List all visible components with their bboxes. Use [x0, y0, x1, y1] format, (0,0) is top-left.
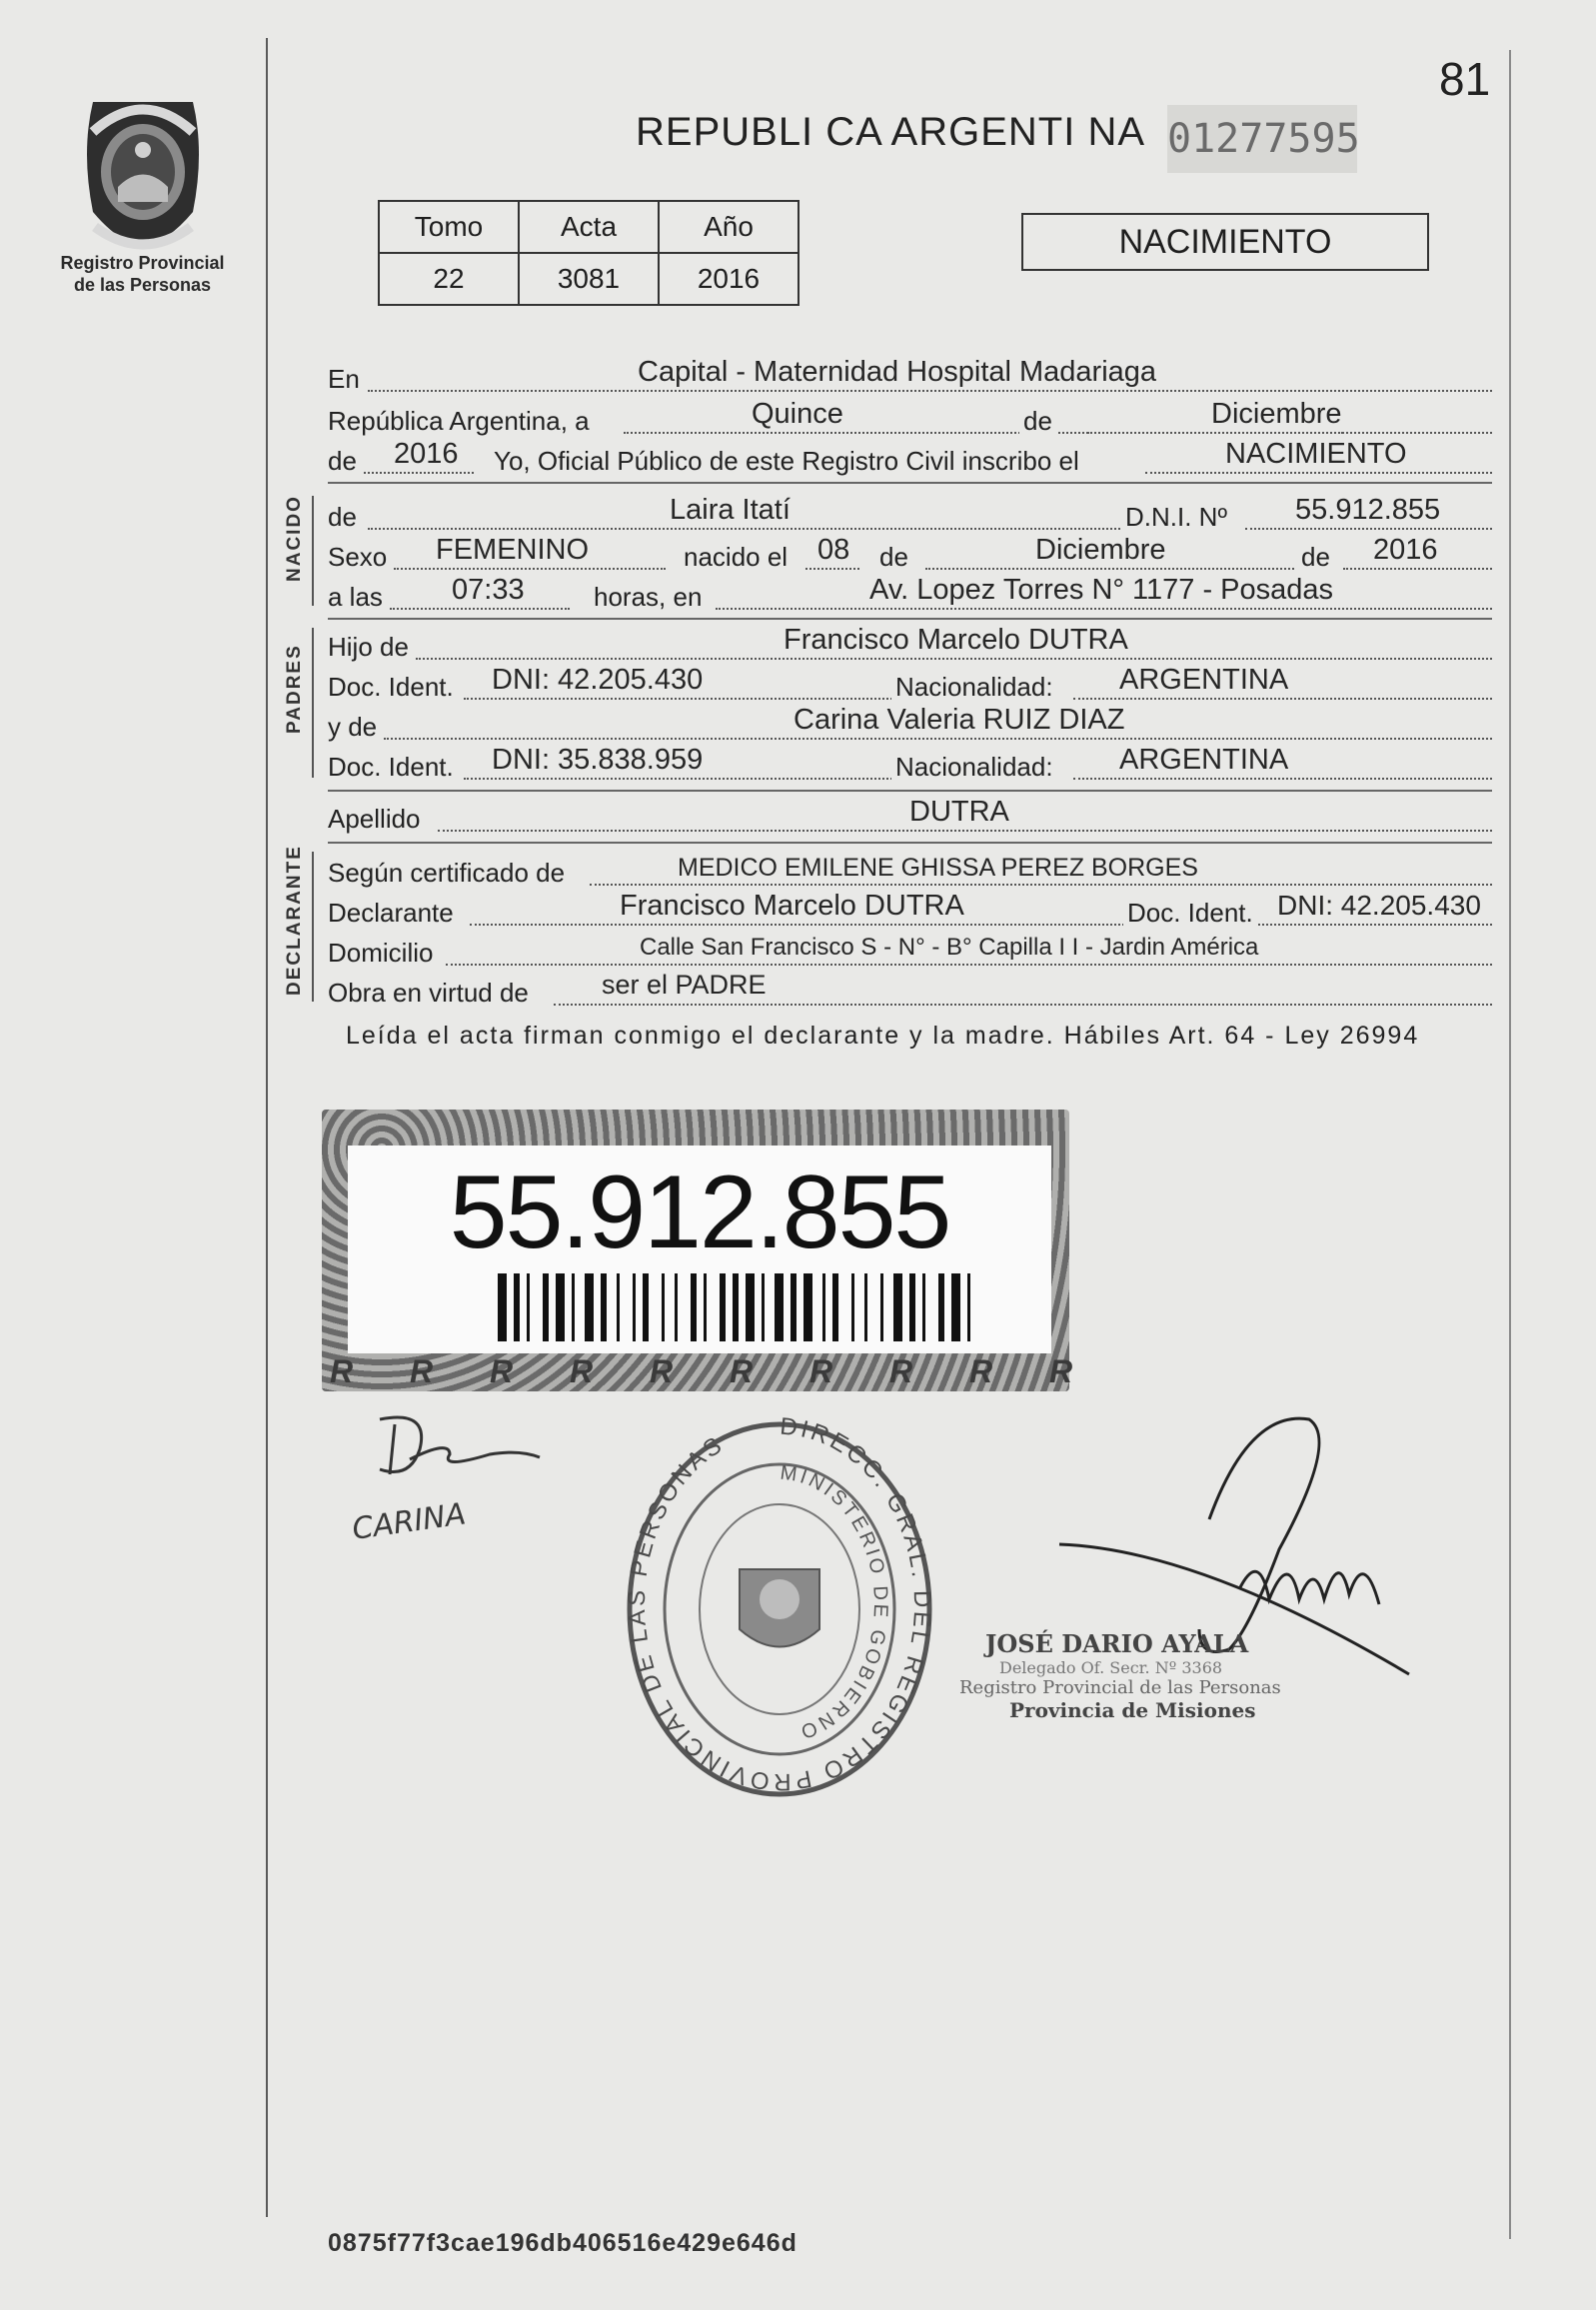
- barcode-bar: [967, 1273, 970, 1341]
- stamp-coat-of-arms-icon: [740, 1569, 819, 1647]
- barcode-bar: [922, 1273, 925, 1341]
- label-de-child: de: [328, 502, 357, 532]
- official-name-stamp: [959, 1629, 1379, 1722]
- value-apellido: DUTRA: [909, 796, 1009, 828]
- card-watermark-letter: R: [410, 1353, 434, 1389]
- registry-header-acta: Acta: [519, 201, 659, 253]
- value-birth-place: Av. Lopez Torres N° 1177 - Posadas: [869, 574, 1334, 606]
- official-round-stamp: [620, 1414, 939, 1804]
- barcode-bar: [527, 1273, 530, 1341]
- row-certificate: [328, 852, 1492, 892]
- value-birth-month: Diciembre: [1035, 534, 1166, 566]
- barcode-bar: [880, 1273, 883, 1341]
- row-capacity: [328, 972, 1492, 1012]
- value-declarant: Francisco Marcelo DUTRA: [620, 890, 964, 922]
- barcode-bar: [704, 1273, 707, 1341]
- label-nacionalidad-mother: Nacionalidad:: [891, 752, 1057, 783]
- label-de-birth-month: de: [879, 542, 908, 572]
- barcode-bar: [662, 1273, 665, 1341]
- label-en: En: [328, 364, 360, 394]
- registry-value-anio: 2016: [659, 253, 798, 305]
- misiones-crest-icon: [73, 92, 213, 252]
- card-watermark-letter: R: [330, 1353, 354, 1389]
- card-watermark-letter: R: [969, 1353, 993, 1389]
- nacido-sidebar: [312, 496, 314, 606]
- official-province: Provincia de Misiones: [1009, 1698, 1256, 1722]
- value-address: Calle San Francisco S - N° - B° Capilla I I - Jardin América: [640, 934, 1259, 961]
- value-birth-time: 07:33: [452, 574, 525, 606]
- dni-card-r-strip: [322, 1353, 1073, 1391]
- barcode-bar: [746, 1273, 755, 1341]
- value-birth-day: 08: [817, 534, 850, 566]
- row-birth-time-place: [328, 576, 1492, 616]
- card-watermark-letter: R: [1049, 1353, 1073, 1389]
- barcode-bar: [938, 1273, 944, 1341]
- barcode-bar: [720, 1273, 726, 1341]
- row-father-name: [328, 626, 1492, 666]
- value-declarant-doc: DNI: 42.205.430: [1277, 890, 1481, 921]
- page-number: 81: [1439, 53, 1491, 105]
- value-year: 2016: [394, 438, 459, 470]
- card-watermark-letter: R: [490, 1353, 514, 1389]
- value-mother-nationality: ARGENTINA: [1119, 744, 1289, 776]
- label-horas-en: horas, en: [594, 582, 703, 612]
- document-type-box: NACIMIENTO: [1021, 213, 1429, 271]
- closing-text: Leída el acta firman conmigo el declarante y la madre. Hábiles Art. 64 - Ley 26994: [346, 1022, 1420, 1050]
- label-sexo: Sexo: [328, 542, 388, 572]
- official-registry: Registro Provincial de las Personas: [959, 1677, 1281, 1698]
- label-y-de: y de: [328, 712, 378, 742]
- value-capacity: ser el PADRE: [602, 970, 767, 1000]
- org-name-line2: de las Personas: [73, 275, 212, 295]
- official-name: JOSÉ DARIO AYALA: [985, 1629, 1249, 1658]
- label-doc-father: Doc. Ident.: [328, 672, 454, 702]
- label-a-las: a las: [328, 582, 383, 612]
- barcode-bar: [733, 1273, 739, 1341]
- label-hijo-de: Hijo de: [328, 632, 409, 662]
- row-year-officer: [328, 440, 1492, 480]
- barcode-bar: [617, 1273, 620, 1341]
- label-nacionalidad-father: Nacionalidad:: [891, 672, 1057, 703]
- barcode-bar: [514, 1273, 520, 1341]
- row-place: [328, 358, 1492, 398]
- side-label-declarante: DECLARANTE: [284, 845, 305, 996]
- label-de-month: de: [1019, 406, 1056, 437]
- registry-header-tomo: Tomo: [379, 201, 519, 253]
- value-mother-doc: DNI: 35.838.959: [492, 744, 704, 776]
- barcode-bar: [691, 1273, 697, 1341]
- mother-signature-text: CARINA: [350, 1496, 469, 1547]
- serial-number: 01277595: [1167, 105, 1357, 173]
- value-day: Quince: [752, 398, 843, 430]
- value-certificate: MEDICO EMILENE GHISSA PEREZ BORGES: [678, 854, 1198, 882]
- dni-card-number: 55.912.855: [449, 1155, 950, 1270]
- row-father-doc: [328, 666, 1492, 706]
- dni-card-white-panel: [348, 1146, 1051, 1353]
- registry-table: [378, 200, 799, 306]
- value-birth-year: 2016: [1373, 534, 1438, 566]
- value-father-doc: DNI: 42.205.430: [492, 664, 704, 696]
- separator-2: [328, 618, 1492, 620]
- barcode-bar: [822, 1273, 825, 1341]
- card-watermark-letter: R: [809, 1353, 833, 1389]
- row-date: [328, 400, 1492, 440]
- barcode-icon: [498, 1273, 977, 1341]
- label-doc-declarant: Doc. Ident.: [1123, 898, 1257, 929]
- separator-4: [328, 842, 1492, 844]
- barcode-bar: [543, 1273, 549, 1341]
- value-child-name: Laira Itatí: [670, 494, 791, 526]
- row-address: [328, 932, 1492, 972]
- separator-3: [328, 790, 1492, 792]
- label-republica: República Argentina, a: [328, 406, 590, 436]
- barcode-bar: [585, 1273, 594, 1341]
- value-act-type: NACIMIENTO: [1225, 438, 1407, 470]
- row-declarant: [328, 892, 1492, 932]
- separator-1: [328, 482, 1492, 484]
- registry-logo-block: [50, 92, 235, 296]
- barcode-bar: [775, 1273, 784, 1341]
- side-label-padres: PADRES: [284, 644, 305, 734]
- barcode-bar: [675, 1273, 678, 1341]
- barcode-bar: [791, 1273, 797, 1341]
- stamp-inner-text: MINISTERIO DE GOBIERNO: [779, 1461, 892, 1744]
- barcode-bar: [572, 1273, 575, 1341]
- value-child-dni: 55.912.855: [1295, 494, 1441, 526]
- barcode-bar: [851, 1273, 854, 1341]
- side-label-nacido: NACIDO: [284, 495, 305, 582]
- dni-number-card: [322, 1110, 1073, 1391]
- stamp-outer-text: DIRECC. GRAL. DEL REGISTRO PROVINCIAL DE LAS PERSONAS: [623, 1414, 936, 1796]
- label-apellido: Apellido: [328, 804, 421, 834]
- value-sex: FEMENINO: [436, 534, 590, 566]
- value-father-name: Francisco Marcelo DUTRA: [784, 624, 1128, 656]
- official-title: Delegado Of. Secr. Nº 3368: [999, 1658, 1223, 1677]
- mother-signature: [340, 1399, 570, 1569]
- barcode-bar: [643, 1273, 649, 1341]
- label-segun-certificado: Según certificado de: [328, 858, 566, 888]
- label-oficial: Yo, Oficial Público de este Registro Civil inscribo el: [494, 446, 1079, 476]
- document-hash: 0875f77f3cae196db406516e429e646d: [328, 2229, 798, 2257]
- barcode-bar: [832, 1273, 838, 1341]
- barcode-bar: [601, 1273, 607, 1341]
- value-father-nationality: ARGENTINA: [1119, 664, 1289, 696]
- label-de-year: de: [328, 446, 357, 476]
- barcode-bar: [864, 1273, 867, 1341]
- left-margin-line: [266, 38, 268, 2217]
- label-de-birth-year: de: [1295, 542, 1336, 573]
- barcode-bar: [951, 1273, 960, 1341]
- barcode-bar: [498, 1273, 507, 1341]
- row-child-name: [328, 496, 1492, 536]
- declarante-sidebar: [312, 852, 314, 1002]
- row-mother-doc: [328, 746, 1492, 786]
- barcode-bar: [893, 1273, 902, 1341]
- value-mother-name: Carina Valeria RUIZ DIAZ: [794, 704, 1125, 736]
- country-title: REPUBLI CA ARGENTI NA: [636, 110, 1146, 154]
- registry-value-acta: 3081: [519, 253, 659, 305]
- label-domicilio: Domicilio: [328, 938, 434, 968]
- label-obra-en-virtud: Obra en virtud de: [328, 978, 529, 1008]
- row-mother-name: [328, 706, 1492, 746]
- label-doc-mother: Doc. Ident.: [328, 752, 454, 782]
- card-watermark-letter: R: [570, 1353, 594, 1389]
- registry-header-anio: Año: [659, 201, 798, 253]
- barcode-bar: [556, 1273, 565, 1341]
- card-watermark-letter: R: [889, 1353, 913, 1389]
- card-watermark-letter: R: [650, 1353, 674, 1389]
- label-declarante: Declarante: [328, 898, 454, 928]
- row-apellido: [328, 798, 1492, 838]
- value-month: Diciembre: [1211, 398, 1342, 430]
- value-place: Capital - Maternidad Hospital Madariaga: [638, 356, 1157, 388]
- card-watermark-letter: R: [730, 1353, 754, 1389]
- barcode-bar: [803, 1273, 812, 1341]
- padres-sidebar: [312, 628, 314, 778]
- barcode-bar: [633, 1273, 636, 1341]
- barcode-bar: [762, 1273, 765, 1341]
- label-dni: D.N.I. Nº: [1121, 502, 1231, 533]
- barcode-bar: [909, 1273, 915, 1341]
- row-sex-birthdate: [328, 536, 1492, 576]
- org-name-line1: Registro Provincial: [60, 253, 225, 273]
- registry-value-tomo: 22: [379, 253, 519, 305]
- label-nacido-el: nacido el: [684, 542, 789, 572]
- right-margin-line: [1509, 50, 1511, 2239]
